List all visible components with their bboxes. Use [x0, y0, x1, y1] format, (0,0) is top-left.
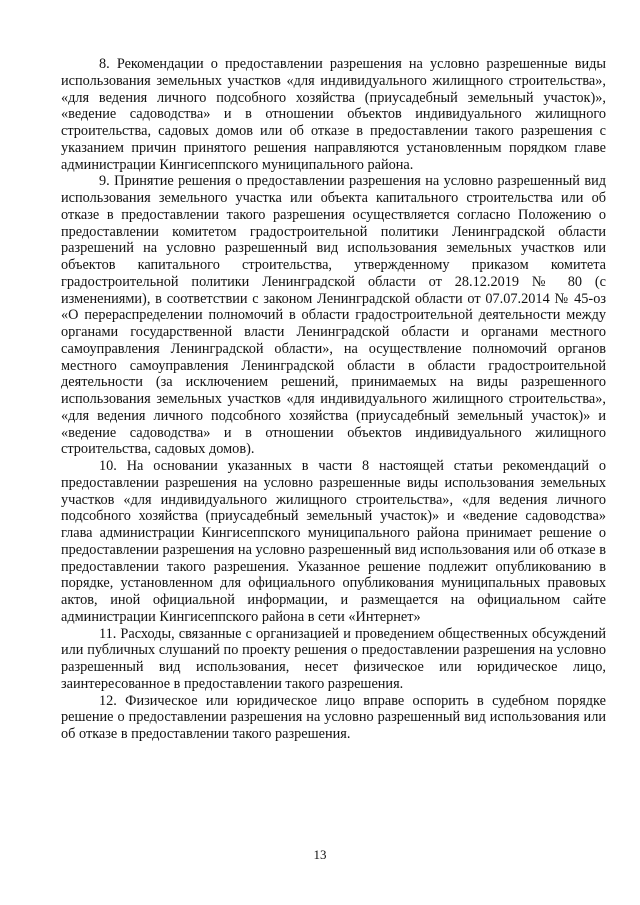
page-number: 13 [313, 847, 327, 862]
paragraph-10: 10. На основании указанных в части 8 настоящей статьи рекомендаций о предоставлении разрешения на условно разрешенные виды использования земельных участков «для индивидуального жилищного строительства», «для ведения личного подсобного хозяйства (приусадебный земельный участок)» и «ведение садоводства» глава администрации Кингисеппского муниципального района принимает решение о предоставлении разрешения на условно разрешенный вид использования или об отказе в предоставлении такого разрешения. Указанное решение подлежит опубликованию в порядке, установленном для официального опубликования муниципальных правовых актов, иной официальной информации, и размещается на официальном сайте администрации Кингисеппского района в сети «Интернет» [61, 458, 606, 625]
paragraph-11: 11. Расходы, связанные с организацией и проведением общественных обсуждений или публичных слушаний по проекту решения о предоставлении разрешения на условно разрешенный вид использования, несет физическое или юридическое лицо, заинтересованное в предоставлении такого разрешения. [61, 625, 606, 692]
paragraph-9: 9. Принятие решения о предоставлении разрешения на условно разрешенный вид использования земельного участка или объекта капитального строительства или об отказе в предоставлении такого разрешения осуществляется согласно Положению о предоставлении комитетом градостроительной политики Ленинградской области разрешений на условно разрешенный вид использования земельных участков или объектов капитального строительства, утвержденному приказом комитета градостроительной политики Ленинградской области от 28.12.2019 № 80 (с изменениями), в соответствии с законом Ленинградской области от 07.07.2014 № 45-оз «О перераспределении полномочий в области градостроительной деятельности между органами государственной власти Ленинградской области и органами местного самоуправления Ленинградской области», на осуществление полномочий органов местного самоуправления Ленинградской области в области градостроительной деятельности (за исключением решений, принимаемых на виды разрешенного использования земельных участков «для индивидуального жилищного строительства», «для ведения личного подсобного хозяйства (приусадебный земельный участок)» и «ведение садоводства» и в отношении объектов индивидуального жилищного строительства, садовых домов). [61, 173, 606, 458]
document-body [61, 56, 606, 743]
paragraph-8: 8. Рекомендации о предоставлении разрешения на условно разрешенные виды использования земельных участков «для индивидуального жилищного строительства», «для ведения личного подсобного хозяйства (приусадебный земельный участок)», «ведение садоводства» и в отношении объектов индивидуального жилищного строительства, садовых домов или об отказе в предоставлении такого разрешения с указанием причин принятого решения направляются установленным порядком главе администрации Кингисеппского муниципального района. [61, 56, 606, 173]
paragraph-12: 12. Физическое или юридическое лицо вправе оспорить в судебном порядке решение о предоставлении разрешения на условно разрешенный вид использования или об отказе в предоставлении такого разрешения. [61, 692, 606, 742]
